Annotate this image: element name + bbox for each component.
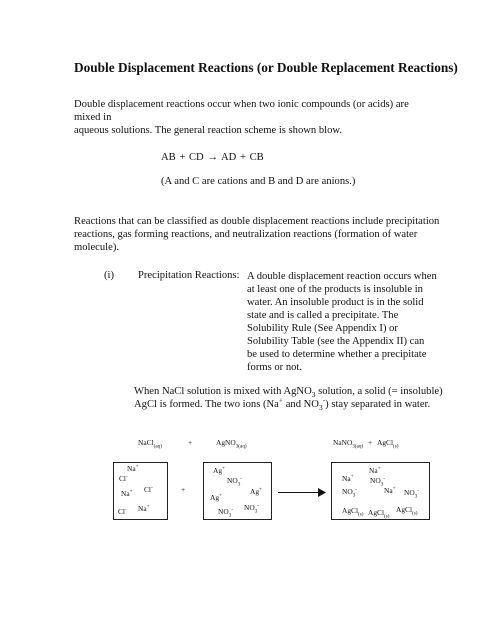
- section-label: Precipitation Reactions:: [138, 270, 240, 281]
- agcl-precipitate: AgCl$_{(s)}$: [368, 508, 390, 520]
- nacl-solution-box: [113, 462, 168, 520]
- desc-line: water. An insoluble product is in the solid: [247, 297, 424, 308]
- desc-line: be used to determine whether a precipitate: [247, 349, 427, 360]
- example-paragraph: [134, 385, 454, 411]
- equation-plus-2: +: [368, 438, 373, 447]
- no3-ion: $NO_3^-$: [342, 486, 358, 499]
- no3-ion: $NO_3^-$: [244, 502, 260, 515]
- classification-paragraph: [74, 215, 444, 254]
- agcl-precipitate: AgCl$_{(s)}$: [342, 506, 364, 518]
- desc-line: Solubility Table (see the Appendix II) can: [247, 336, 425, 347]
- agcl-precipitate: AgCl$_{(s)}$: [396, 505, 418, 517]
- na-ion: Na+: [127, 463, 139, 473]
- reaction-arrow-line: [278, 492, 323, 493]
- desc-line: state and is called a precipitate. The: [247, 310, 399, 321]
- products-box: [331, 462, 430, 520]
- example-line-1: When NaCl solution is mixed with AgNO$_3$ solution, a solid (= insoluble): [134, 386, 443, 400]
- no3-ion: $NO_3^-$: [227, 475, 243, 488]
- no3-ion: $NO_3^-$: [370, 475, 386, 488]
- classification-line-1: Reactions that can be classified as double displacement reactions include precipitation: [74, 216, 440, 227]
- equation-plus: +: [188, 438, 193, 447]
- na-ion: Na+: [369, 465, 381, 475]
- page-title: Double Displacement Reactions (or Double Replacement Reactions): [74, 60, 458, 75]
- desc-line: at least one of the products is insoluble in: [247, 284, 423, 295]
- section-number: (i): [104, 270, 114, 281]
- product-nano3: NaNO$_{3(aq)}$: [333, 438, 364, 450]
- general-scheme-note: (A and C are cations and B and D are anions.): [161, 176, 356, 187]
- product-agcl: AgCl$_{(s)}$: [377, 438, 399, 450]
- example-line-2: AgCl is formed. The two ions (Na+ and $NO_3^-$) stay separated in water.: [134, 395, 431, 413]
- desc-line: A double displacement reaction occurs when: [247, 271, 437, 282]
- classification-line-3: molecule).: [74, 242, 120, 253]
- intro-line-2: aqueous solutions. The general reaction scheme is shown blow.: [74, 125, 343, 136]
- reactant-nacl: NaCl$_{(aq)}$: [138, 438, 162, 450]
- na-ion: Na+: [121, 488, 133, 498]
- classification-line-2: reactions, gas forming reactions, and neutralization reactions (formation of water: [74, 229, 418, 240]
- intro-line-1: Double displacement reactions occur when two ionic compounds (or acids) are mixed in: [74, 99, 409, 123]
- na-ion: Na+: [138, 503, 150, 513]
- reactant-agno3: AgNO$_{3(aq)}$: [216, 438, 247, 450]
- cl-ion: Cl-: [118, 506, 127, 516]
- desc-line: forms or not.: [247, 362, 303, 373]
- no3-ion: $NO_3^-$: [218, 506, 234, 519]
- ag-ion: Ag+: [213, 465, 225, 475]
- ag-ion: Ag+: [210, 492, 222, 502]
- intro-paragraph: [74, 98, 429, 137]
- no3-ion: $NO_3^-$: [404, 487, 420, 500]
- section-description: [247, 270, 442, 374]
- ag-ion: Ag+: [250, 486, 262, 496]
- agno3-solution-box: [203, 462, 272, 520]
- na-ion: Na+: [342, 473, 354, 483]
- mix-plus: +: [181, 485, 186, 494]
- cl-ion: Cl-: [119, 473, 128, 483]
- cl-ion: Cl-: [144, 484, 153, 494]
- na-ion: Na+: [384, 485, 396, 495]
- arrow-head-icon: [318, 488, 326, 497]
- desc-line: Solubility Rule (See Appendix I) or: [247, 323, 398, 334]
- general-scheme-equation: AB + CD → AD + CB: [161, 152, 264, 163]
